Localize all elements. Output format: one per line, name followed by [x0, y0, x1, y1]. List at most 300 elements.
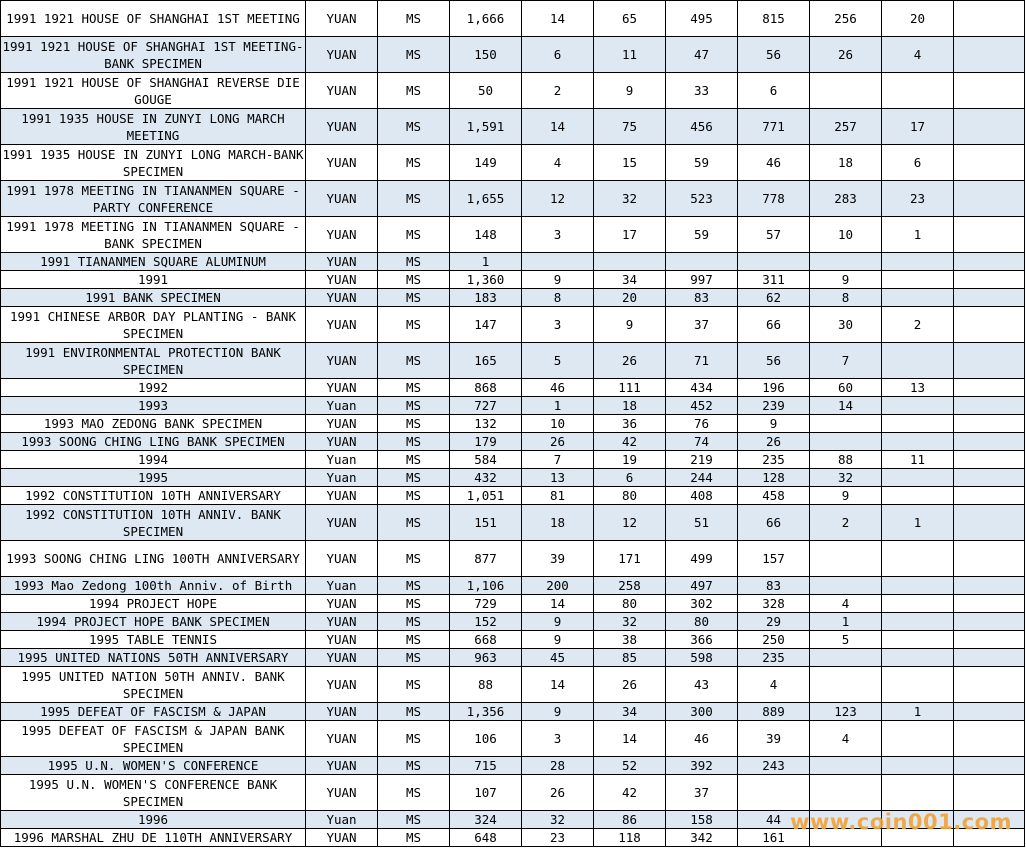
- grade-count-cell[interactable]: [954, 307, 1025, 343]
- grade-count-cell[interactable]: 13: [522, 469, 594, 487]
- denomination-cell[interactable]: YUAN: [306, 649, 378, 667]
- grade-count-cell[interactable]: 118: [594, 829, 666, 847]
- denomination-cell[interactable]: YUAN: [306, 343, 378, 379]
- denomination-cell[interactable]: Yuan: [306, 397, 378, 415]
- coin-name-cell[interactable]: 1995: [1, 469, 306, 487]
- coin-name-cell[interactable]: 1994 PROJECT HOPE: [1, 595, 306, 613]
- grade-count-cell[interactable]: 14: [810, 397, 882, 415]
- denomination-cell[interactable]: YUAN: [306, 433, 378, 451]
- grade-count-cell[interactable]: 997: [666, 271, 738, 289]
- grade-count-cell[interactable]: [522, 253, 594, 271]
- grade-count-cell[interactable]: 17: [882, 109, 954, 145]
- total-cell[interactable]: 715: [450, 757, 522, 775]
- grade-count-cell[interactable]: 86: [594, 811, 666, 829]
- grade-cell[interactable]: MS: [378, 415, 450, 433]
- coin-name-cell[interactable]: 1991 1935 HOUSE IN ZUNYI LONG MARCH-BANK SPECIMEN: [2, 146, 304, 179]
- grade-count-cell[interactable]: 60: [810, 379, 882, 397]
- grade-count-cell[interactable]: 499: [666, 541, 738, 577]
- total-cell[interactable]: 1,360: [450, 271, 522, 289]
- grade-count-cell[interactable]: 1: [810, 613, 882, 631]
- grade-count-cell[interactable]: 7: [522, 451, 594, 469]
- grade-count-cell[interactable]: [882, 469, 954, 487]
- denomination-cell[interactable]: YUAN: [306, 217, 378, 253]
- grade-cell[interactable]: MS: [378, 1, 450, 37]
- grade-count-cell[interactable]: 9: [594, 73, 666, 109]
- total-cell[interactable]: 165: [450, 343, 522, 379]
- coin-name-cell[interactable]: 1995 UNITED NATION 50TH ANNIV. BANK SPECIMEN: [1, 667, 306, 703]
- grade-count-cell[interactable]: 71: [666, 343, 738, 379]
- grade-cell[interactable]: MS: [378, 307, 450, 343]
- grade-count-cell[interactable]: 83: [738, 577, 810, 595]
- grade-count-cell[interactable]: [954, 73, 1025, 109]
- total-cell[interactable]: 152: [450, 613, 522, 631]
- grade-count-cell[interactable]: 46: [666, 721, 738, 757]
- grade-count-cell[interactable]: 18: [522, 505, 594, 541]
- grade-count-cell[interactable]: 250: [738, 631, 810, 649]
- grade-count-cell[interactable]: 74: [666, 433, 738, 451]
- grade-cell[interactable]: MS: [378, 631, 450, 649]
- denomination-cell[interactable]: Yuan: [306, 811, 378, 829]
- grade-count-cell[interactable]: 75: [594, 109, 666, 145]
- grade-count-cell[interactable]: [882, 397, 954, 415]
- grade-count-cell[interactable]: 80: [666, 613, 738, 631]
- grade-count-cell[interactable]: 9: [522, 613, 594, 631]
- total-cell[interactable]: 648: [450, 829, 522, 847]
- grade-count-cell[interactable]: [882, 343, 954, 379]
- grade-count-cell[interactable]: 83: [666, 289, 738, 307]
- coin-name-cell[interactable]: 1991 TIANANMEN SQUARE ALUMINUM: [1, 253, 306, 271]
- grade-cell[interactable]: MS: [378, 73, 450, 109]
- coin-name-cell[interactable]: 1992 CONSTITUTION 10TH ANNIV. BANK SPECIMEN: [1, 505, 306, 541]
- grade-count-cell[interactable]: 3: [522, 307, 594, 343]
- grade-count-cell[interactable]: 62: [738, 289, 810, 307]
- grade-count-cell[interactable]: 10: [810, 217, 882, 253]
- grade-count-cell[interactable]: 18: [810, 145, 882, 181]
- grade-count-cell[interactable]: [954, 253, 1025, 271]
- coin-name-cell[interactable]: 1993 SOONG CHING LING BANK SPECIMEN: [1, 433, 306, 451]
- grade-count-cell[interactable]: 523: [666, 181, 738, 217]
- grade-count-cell[interactable]: [810, 433, 882, 451]
- grade-count-cell[interactable]: 47: [666, 37, 738, 73]
- denomination-cell[interactable]: YUAN: [306, 1, 378, 37]
- denomination-cell[interactable]: YUAN: [306, 757, 378, 775]
- grade-count-cell[interactable]: [954, 415, 1025, 433]
- grade-count-cell[interactable]: [810, 829, 882, 847]
- grade-count-cell[interactable]: 452: [666, 397, 738, 415]
- coin-name-cell[interactable]: 1991 1921 HOUSE OF SHANGHAI 1ST MEETING-BANK SPECIMEN: [2, 38, 304, 71]
- coin-name-cell[interactable]: 1991 1978 MEETING IN TIANANMEN SQUARE - BANK SPECIMEN: [1, 217, 306, 253]
- grade-cell[interactable]: MS: [378, 109, 450, 145]
- total-cell[interactable]: 729: [450, 595, 522, 613]
- grade-count-cell[interactable]: [954, 613, 1025, 631]
- total-cell[interactable]: 727: [450, 397, 522, 415]
- total-cell[interactable]: 877: [450, 541, 522, 577]
- grade-count-cell[interactable]: 18: [594, 397, 666, 415]
- grade-count-cell[interactable]: [954, 397, 1025, 415]
- coin-name-cell[interactable]: 1995 UNITED NATIONS 50TH ANNIVERSARY: [1, 649, 306, 667]
- grade-cell[interactable]: MS: [378, 271, 450, 289]
- grade-count-cell[interactable]: 9: [522, 271, 594, 289]
- denomination-cell[interactable]: YUAN: [306, 253, 378, 271]
- grade-count-cell[interactable]: 200: [522, 577, 594, 595]
- grade-cell[interactable]: MS: [378, 181, 450, 217]
- denomination-cell[interactable]: YUAN: [306, 667, 378, 703]
- grade-count-cell[interactable]: 9: [810, 487, 882, 505]
- grade-count-cell[interactable]: 30: [810, 307, 882, 343]
- grade-count-cell[interactable]: [882, 667, 954, 703]
- grade-count-cell[interactable]: 392: [666, 757, 738, 775]
- grade-count-cell[interactable]: [882, 829, 954, 847]
- grade-count-cell[interactable]: [882, 253, 954, 271]
- grade-count-cell[interactable]: [882, 595, 954, 613]
- grade-count-cell[interactable]: 235: [738, 649, 810, 667]
- grade-count-cell[interactable]: [954, 145, 1025, 181]
- grade-count-cell[interactable]: 1: [882, 703, 954, 721]
- grade-count-cell[interactable]: 158: [666, 811, 738, 829]
- grade-count-cell[interactable]: 456: [666, 109, 738, 145]
- grade-count-cell[interactable]: [954, 631, 1025, 649]
- total-cell[interactable]: 106: [450, 721, 522, 757]
- coin-name-cell[interactable]: 1991 1921 HOUSE OF SHANGHAI REVERSE DIE GOUGE: [1, 73, 306, 109]
- grade-count-cell[interactable]: 1: [882, 505, 954, 541]
- grade-count-cell[interactable]: 80: [594, 595, 666, 613]
- grade-count-cell[interactable]: 283: [810, 181, 882, 217]
- total-cell[interactable]: 1,666: [450, 1, 522, 37]
- grade-count-cell[interactable]: 244: [666, 469, 738, 487]
- grade-cell[interactable]: MS: [378, 829, 450, 847]
- grade-count-cell[interactable]: 34: [594, 703, 666, 721]
- grade-count-cell[interactable]: [954, 775, 1025, 811]
- grade-cell[interactable]: MS: [378, 577, 450, 595]
- grade-count-cell[interactable]: [882, 631, 954, 649]
- total-cell[interactable]: 179: [450, 433, 522, 451]
- grade-count-cell[interactable]: [738, 775, 810, 811]
- grade-count-cell[interactable]: 32: [594, 181, 666, 217]
- grade-count-cell[interactable]: [810, 757, 882, 775]
- grade-cell[interactable]: MS: [378, 541, 450, 577]
- grade-cell[interactable]: MS: [378, 487, 450, 505]
- grade-count-cell[interactable]: 4: [810, 595, 882, 613]
- grade-cell[interactable]: MS: [378, 703, 450, 721]
- grade-count-cell[interactable]: 219: [666, 451, 738, 469]
- total-cell[interactable]: 1: [450, 253, 522, 271]
- grade-count-cell[interactable]: 257: [810, 109, 882, 145]
- grade-count-cell[interactable]: [954, 37, 1025, 73]
- grade-count-cell[interactable]: 258: [594, 577, 666, 595]
- total-cell[interactable]: 147: [450, 307, 522, 343]
- denomination-cell[interactable]: YUAN: [306, 181, 378, 217]
- denomination-cell[interactable]: YUAN: [306, 271, 378, 289]
- denomination-cell[interactable]: YUAN: [306, 379, 378, 397]
- grade-count-cell[interactable]: [882, 577, 954, 595]
- grade-count-cell[interactable]: 32: [594, 613, 666, 631]
- denomination-cell[interactable]: YUAN: [306, 415, 378, 433]
- grade-count-cell[interactable]: [810, 649, 882, 667]
- grade-cell[interactable]: MS: [378, 451, 450, 469]
- grade-count-cell[interactable]: 43: [666, 667, 738, 703]
- grade-count-cell[interactable]: 80: [594, 487, 666, 505]
- denomination-cell[interactable]: YUAN: [306, 37, 378, 73]
- coin-name-cell[interactable]: 1995 TABLE TENNIS: [1, 631, 306, 649]
- grade-count-cell[interactable]: 20: [882, 1, 954, 37]
- coin-name-cell[interactable]: 1991 1978 MEETING IN TIANANMEN SQUARE - PARTY CONFERENCE: [1, 181, 306, 217]
- grade-cell[interactable]: MS: [378, 397, 450, 415]
- denomination-cell[interactable]: YUAN: [306, 541, 378, 577]
- grade-count-cell[interactable]: 458: [738, 487, 810, 505]
- grade-count-cell[interactable]: [882, 487, 954, 505]
- grade-count-cell[interactable]: 52: [594, 757, 666, 775]
- total-cell[interactable]: 151: [450, 505, 522, 541]
- grade-cell[interactable]: MS: [378, 469, 450, 487]
- total-cell[interactable]: 963: [450, 649, 522, 667]
- grade-count-cell[interactable]: [882, 775, 954, 811]
- coin-name-cell[interactable]: 1996: [1, 811, 306, 829]
- grade-count-cell[interactable]: 37: [666, 307, 738, 343]
- coin-name-cell[interactable]: 1993: [1, 397, 306, 415]
- grade-count-cell[interactable]: 20: [594, 289, 666, 307]
- grade-count-cell[interactable]: 23: [522, 829, 594, 847]
- coin-name-cell[interactable]: 1994 PROJECT HOPE BANK SPECIMEN: [1, 613, 306, 631]
- grade-count-cell[interactable]: 42: [594, 433, 666, 451]
- grade-count-cell[interactable]: 1: [522, 397, 594, 415]
- grade-count-cell[interactable]: 243: [738, 757, 810, 775]
- grade-count-cell[interactable]: [954, 721, 1025, 757]
- total-cell[interactable]: 668: [450, 631, 522, 649]
- grade-count-cell[interactable]: 9: [738, 415, 810, 433]
- grade-count-cell[interactable]: [810, 541, 882, 577]
- coin-name-cell[interactable]: 1993 SOONG CHING LING 100TH ANNIVERSARY: [1, 541, 306, 577]
- grade-count-cell[interactable]: 26: [594, 343, 666, 379]
- grade-count-cell[interactable]: 328: [738, 595, 810, 613]
- total-cell[interactable]: 1,106: [450, 577, 522, 595]
- grade-count-cell[interactable]: 17: [594, 217, 666, 253]
- coin-name-cell[interactable]: 1992: [1, 379, 306, 397]
- total-cell[interactable]: 132: [450, 415, 522, 433]
- grade-count-cell[interactable]: 38: [594, 631, 666, 649]
- grade-count-cell[interactable]: 6: [522, 37, 594, 73]
- grade-count-cell[interactable]: [954, 1, 1025, 37]
- grade-count-cell[interactable]: 26: [522, 775, 594, 811]
- grade-count-cell[interactable]: 235: [738, 451, 810, 469]
- total-cell[interactable]: 432: [450, 469, 522, 487]
- denomination-cell[interactable]: YUAN: [306, 829, 378, 847]
- grade-cell[interactable]: MS: [378, 595, 450, 613]
- grade-count-cell[interactable]: [954, 757, 1025, 775]
- grade-cell[interactable]: MS: [378, 757, 450, 775]
- grade-count-cell[interactable]: 366: [666, 631, 738, 649]
- grade-cell[interactable]: MS: [378, 379, 450, 397]
- grade-count-cell[interactable]: [810, 415, 882, 433]
- grade-cell[interactable]: MS: [378, 667, 450, 703]
- grade-count-cell[interactable]: 65: [594, 1, 666, 37]
- grade-count-cell[interactable]: 12: [594, 505, 666, 541]
- grade-count-cell[interactable]: 6: [882, 145, 954, 181]
- total-cell[interactable]: 150: [450, 37, 522, 73]
- grade-count-cell[interactable]: 46: [522, 379, 594, 397]
- grade-count-cell[interactable]: 23: [882, 181, 954, 217]
- denomination-cell[interactable]: YUAN: [306, 775, 378, 811]
- denomination-cell[interactable]: Yuan: [306, 469, 378, 487]
- grade-count-cell[interactable]: 171: [594, 541, 666, 577]
- grade-cell[interactable]: MS: [378, 505, 450, 541]
- grade-count-cell[interactable]: 2: [810, 505, 882, 541]
- total-cell[interactable]: 107: [450, 775, 522, 811]
- grade-count-cell[interactable]: 7: [810, 343, 882, 379]
- total-cell[interactable]: 149: [450, 145, 522, 181]
- grade-count-cell[interactable]: [954, 505, 1025, 541]
- grade-count-cell[interactable]: 15: [594, 145, 666, 181]
- grade-count-cell[interactable]: 10: [522, 415, 594, 433]
- coin-name-cell[interactable]: 1995 U.N. WOMEN'S CONFERENCE: [1, 757, 306, 775]
- grade-count-cell[interactable]: 4: [810, 721, 882, 757]
- grade-count-cell[interactable]: 9: [810, 271, 882, 289]
- grade-count-cell[interactable]: 3: [522, 721, 594, 757]
- grade-count-cell[interactable]: 4: [738, 667, 810, 703]
- grade-count-cell[interactable]: [954, 595, 1025, 613]
- coin-name-cell[interactable]: 1991 1935 HOUSE IN ZUNYI LONG MARCH MEETING: [1, 109, 306, 145]
- coin-name-cell[interactable]: 1996 MARSHAL ZHU DE 110TH ANNIVERSARY: [1, 829, 306, 847]
- denomination-cell[interactable]: YUAN: [306, 73, 378, 109]
- grade-count-cell[interactable]: 497: [666, 577, 738, 595]
- grade-count-cell[interactable]: 157: [738, 541, 810, 577]
- grade-count-cell[interactable]: 889: [738, 703, 810, 721]
- grade-cell[interactable]: MS: [378, 721, 450, 757]
- grade-count-cell[interactable]: 4: [882, 37, 954, 73]
- grade-count-cell[interactable]: 42: [594, 775, 666, 811]
- grade-cell[interactable]: MS: [378, 145, 450, 181]
- grade-cell[interactable]: MS: [378, 433, 450, 451]
- denomination-cell[interactable]: Yuan: [306, 577, 378, 595]
- total-cell[interactable]: 50: [450, 73, 522, 109]
- grade-count-cell[interactable]: 44: [738, 811, 810, 829]
- grade-count-cell[interactable]: 1: [882, 217, 954, 253]
- grade-count-cell[interactable]: 26: [738, 433, 810, 451]
- denomination-cell[interactable]: YUAN: [306, 289, 378, 307]
- grade-count-cell[interactable]: 300: [666, 703, 738, 721]
- grade-count-cell[interactable]: 5: [810, 631, 882, 649]
- total-cell[interactable]: 324: [450, 811, 522, 829]
- grade-count-cell[interactable]: 342: [666, 829, 738, 847]
- grade-count-cell[interactable]: 9: [522, 703, 594, 721]
- coin-name-cell[interactable]: 1994: [1, 451, 306, 469]
- coin-name-cell[interactable]: 1995 U.N. WOMEN'S CONFERENCE BANK SPECIMEN: [1, 775, 306, 811]
- grade-count-cell[interactable]: 111: [594, 379, 666, 397]
- grade-count-cell[interactable]: 196: [738, 379, 810, 397]
- grade-count-cell[interactable]: 51: [666, 505, 738, 541]
- grade-count-cell[interactable]: [954, 811, 1025, 829]
- grade-count-cell[interactable]: [882, 649, 954, 667]
- coin-name-cell[interactable]: 1991 BANK SPECIMEN: [1, 289, 306, 307]
- grade-count-cell[interactable]: 28: [522, 757, 594, 775]
- grade-count-cell[interactable]: 11: [882, 451, 954, 469]
- grade-count-cell[interactable]: [810, 73, 882, 109]
- grade-count-cell[interactable]: 19: [594, 451, 666, 469]
- grade-count-cell[interactable]: [954, 271, 1025, 289]
- denomination-cell[interactable]: YUAN: [306, 703, 378, 721]
- grade-count-cell[interactable]: 14: [522, 667, 594, 703]
- grade-count-cell[interactable]: 495: [666, 1, 738, 37]
- grade-count-cell[interactable]: [954, 577, 1025, 595]
- denomination-cell[interactable]: YUAN: [306, 613, 378, 631]
- coin-name-cell[interactable]: 1991 1921 HOUSE OF SHANGHAI 1ST MEETING: [1, 1, 306, 37]
- grade-count-cell[interactable]: 14: [522, 1, 594, 37]
- grade-count-cell[interactable]: 12: [522, 181, 594, 217]
- total-cell[interactable]: 183: [450, 289, 522, 307]
- grade-count-cell[interactable]: 39: [522, 541, 594, 577]
- grade-count-cell[interactable]: 26: [594, 667, 666, 703]
- grade-count-cell[interactable]: 302: [666, 595, 738, 613]
- grade-count-cell[interactable]: 9: [594, 307, 666, 343]
- grade-count-cell[interactable]: [882, 613, 954, 631]
- grade-count-cell[interactable]: 37: [666, 775, 738, 811]
- grade-count-cell[interactable]: [810, 667, 882, 703]
- grade-cell[interactable]: MS: [378, 253, 450, 271]
- grade-count-cell[interactable]: 14: [522, 595, 594, 613]
- grade-count-cell[interactable]: 57: [738, 217, 810, 253]
- grade-count-cell[interactable]: [882, 811, 954, 829]
- grade-count-cell[interactable]: 161: [738, 829, 810, 847]
- grade-count-cell[interactable]: 32: [522, 811, 594, 829]
- total-cell[interactable]: 584: [450, 451, 522, 469]
- coin-name-cell[interactable]: 1995 DEFEAT OF FASCISM & JAPAN BANK SPECIMEN: [1, 721, 306, 757]
- grade-cell[interactable]: MS: [378, 289, 450, 307]
- grade-count-cell[interactable]: [882, 289, 954, 307]
- grade-count-cell[interactable]: 434: [666, 379, 738, 397]
- coin-name-cell[interactable]: 1991 ENVIRONMENTAL PROTECTION BANK SPECIMEN: [1, 343, 306, 379]
- grade-count-cell[interactable]: [810, 811, 882, 829]
- grade-cell[interactable]: MS: [378, 811, 450, 829]
- grade-count-cell[interactable]: 66: [738, 307, 810, 343]
- coin-name-cell[interactable]: 1993 MAO ZEDONG BANK SPECIMEN: [1, 415, 306, 433]
- grade-count-cell[interactable]: [954, 343, 1025, 379]
- denomination-cell[interactable]: YUAN: [306, 721, 378, 757]
- grade-count-cell[interactable]: 128: [738, 469, 810, 487]
- grade-count-cell[interactable]: 26: [810, 37, 882, 73]
- grade-count-cell[interactable]: [882, 721, 954, 757]
- grade-count-cell[interactable]: 56: [738, 37, 810, 73]
- grade-count-cell[interactable]: [738, 253, 810, 271]
- grade-count-cell[interactable]: 32: [810, 469, 882, 487]
- grade-count-cell[interactable]: [954, 109, 1025, 145]
- grade-count-cell[interactable]: 123: [810, 703, 882, 721]
- grade-count-cell[interactable]: 408: [666, 487, 738, 505]
- grade-count-cell[interactable]: [882, 415, 954, 433]
- grade-count-cell[interactable]: 14: [594, 721, 666, 757]
- grade-count-cell[interactable]: 45: [522, 649, 594, 667]
- grade-count-cell[interactable]: 85: [594, 649, 666, 667]
- grade-count-cell[interactable]: 33: [666, 73, 738, 109]
- grade-count-cell[interactable]: [954, 541, 1025, 577]
- grade-count-cell[interactable]: 6: [738, 73, 810, 109]
- total-cell[interactable]: 1,051: [450, 487, 522, 505]
- denomination-cell[interactable]: YUAN: [306, 307, 378, 343]
- denomination-cell[interactable]: YUAN: [306, 109, 378, 145]
- grade-count-cell[interactable]: [810, 253, 882, 271]
- grade-count-cell[interactable]: [954, 289, 1025, 307]
- grade-count-cell[interactable]: 66: [738, 505, 810, 541]
- grade-cell[interactable]: MS: [378, 775, 450, 811]
- grade-count-cell[interactable]: 3: [522, 217, 594, 253]
- total-cell[interactable]: 1,356: [450, 703, 522, 721]
- grade-cell[interactable]: MS: [378, 649, 450, 667]
- grade-count-cell[interactable]: 311: [738, 271, 810, 289]
- grade-count-cell[interactable]: [882, 541, 954, 577]
- grade-count-cell[interactable]: 59: [666, 217, 738, 253]
- total-cell[interactable]: 148: [450, 217, 522, 253]
- denomination-cell[interactable]: Yuan: [306, 451, 378, 469]
- grade-count-cell[interactable]: [954, 433, 1025, 451]
- denomination-cell[interactable]: YUAN: [306, 487, 378, 505]
